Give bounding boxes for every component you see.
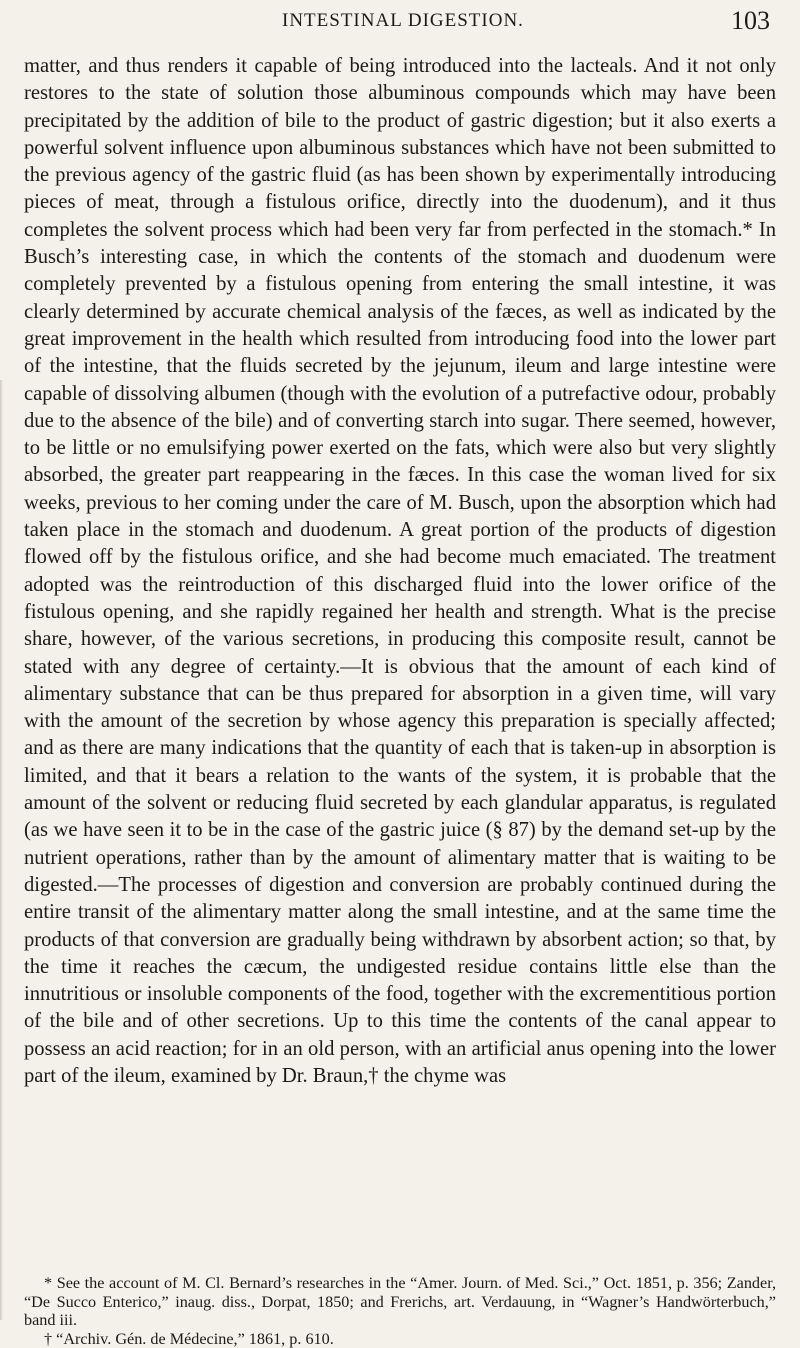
body-text [24, 53, 776, 1090]
scan-edge-shadow [0, 380, 3, 1320]
footnote-2: † “Archiv. Gén. de Médecine,” 1861, p. 610. [24, 1330, 776, 1348]
footnotes [24, 1274, 776, 1348]
paragraph: matter, and thus renders it capable of being introduced into the lacteals. And it not only restores to the state of solution those albuminous compounds which may have been precipitated by the addition of bile to the product of gastric digestion; but it also exerts a powerful solvent influence upon albuminous substances which have not been submitted to the previous agency of the gastric fluid (as has been shown by experimentally introducing pieces of meat, through a fistulous orifice, directly into the duodenum), and it thus completes the solvent process which had been very far from perfected in the stomach.* In Busch’s interesting case, in which the contents of the stomach and duodenum were completely prevented by a fistulous opening from entering the small intestine, it was clearly determined by accurate chemical analysis of the fæces, as well as indicated by the great improvement in the health which resulted from introducing food into the lower part of the intestine, that the fluids secreted by the jejunum, ileum and large intestine were capable of dissolving albumen (though with the evolution of a putrefactive odour, probably due to the absence of the bile) and of converting starch into sugar. There seemed, however, to be little or no emulsifying power exerted on the fats, which were also but very slightly absorbed, the greater part reappearing in the fæces. In this case the woman lived for six weeks, previous to her coming under the care of M. Busch, upon the absorption which had taken place in the stomach and duodenum. A great portion of the products of digestion flowed off by the fistulous orifice, and she had become much emaciated. The treatment adopted was the reintroduction of this discharged fluid into the lower orifice of the fistulous opening, and she rapidly regained her health and strength. What is the precise share, however, of the various secretions, in producing this composite result, cannot be stated with any degree of certainty.—It is obvious that the amount of each kind of alimentary substance that can be thus prepared for absorption in a given time, will vary with the amount of the secretion by whose agency this preparation is specially affected; and as there are many indications that the quantity of each that is taken-up in absorption is limited, and that it bears a relation to the wants of the system, it is probable that the amount of the solvent or reducing fluid secreted by each glandular apparatus, is regulated (as we have seen it to be in the case of the gastric juice (§ 87) by the demand set-up by the nutrient operations, rather than by the amount of alimentary matter that is waiting to be digested.—The processes of digestion and conversion are probably continued during the entire transit of the alimentary matter along the small intestine, and at the same time the products of that conversion are gradually being withdrawn by absorbent action; so that, by the time it reaches the cæcum, the undigested residue contains little else than the innutritious or insoluble components of the food, together with the excrementitious portion of the bile and of other secretions. Up to this time the contents of the canal appear to possess an acid reaction; for in an old person, with an artificial anus opening into the lower part of the ileum, examined by Dr. Braun,† the chyme was [24, 53, 776, 1090]
running-head: INTESTINAL DIGESTION. [282, 10, 524, 32]
footnote-1: * See the account of M. Cl. Bernard’s researches in the “Amer. Journ. of Med. Sci.,” Oct. 1851, p. 356; Zander, “De Succo Enterico,” inaug. diss., Dorpat, 1850; and Frerichs, art. Verdauung, in “Wagner’s Handwörterbuch,” band iii. [24, 1274, 776, 1330]
page-number: 103 [731, 6, 770, 36]
page-header [0, 10, 800, 40]
